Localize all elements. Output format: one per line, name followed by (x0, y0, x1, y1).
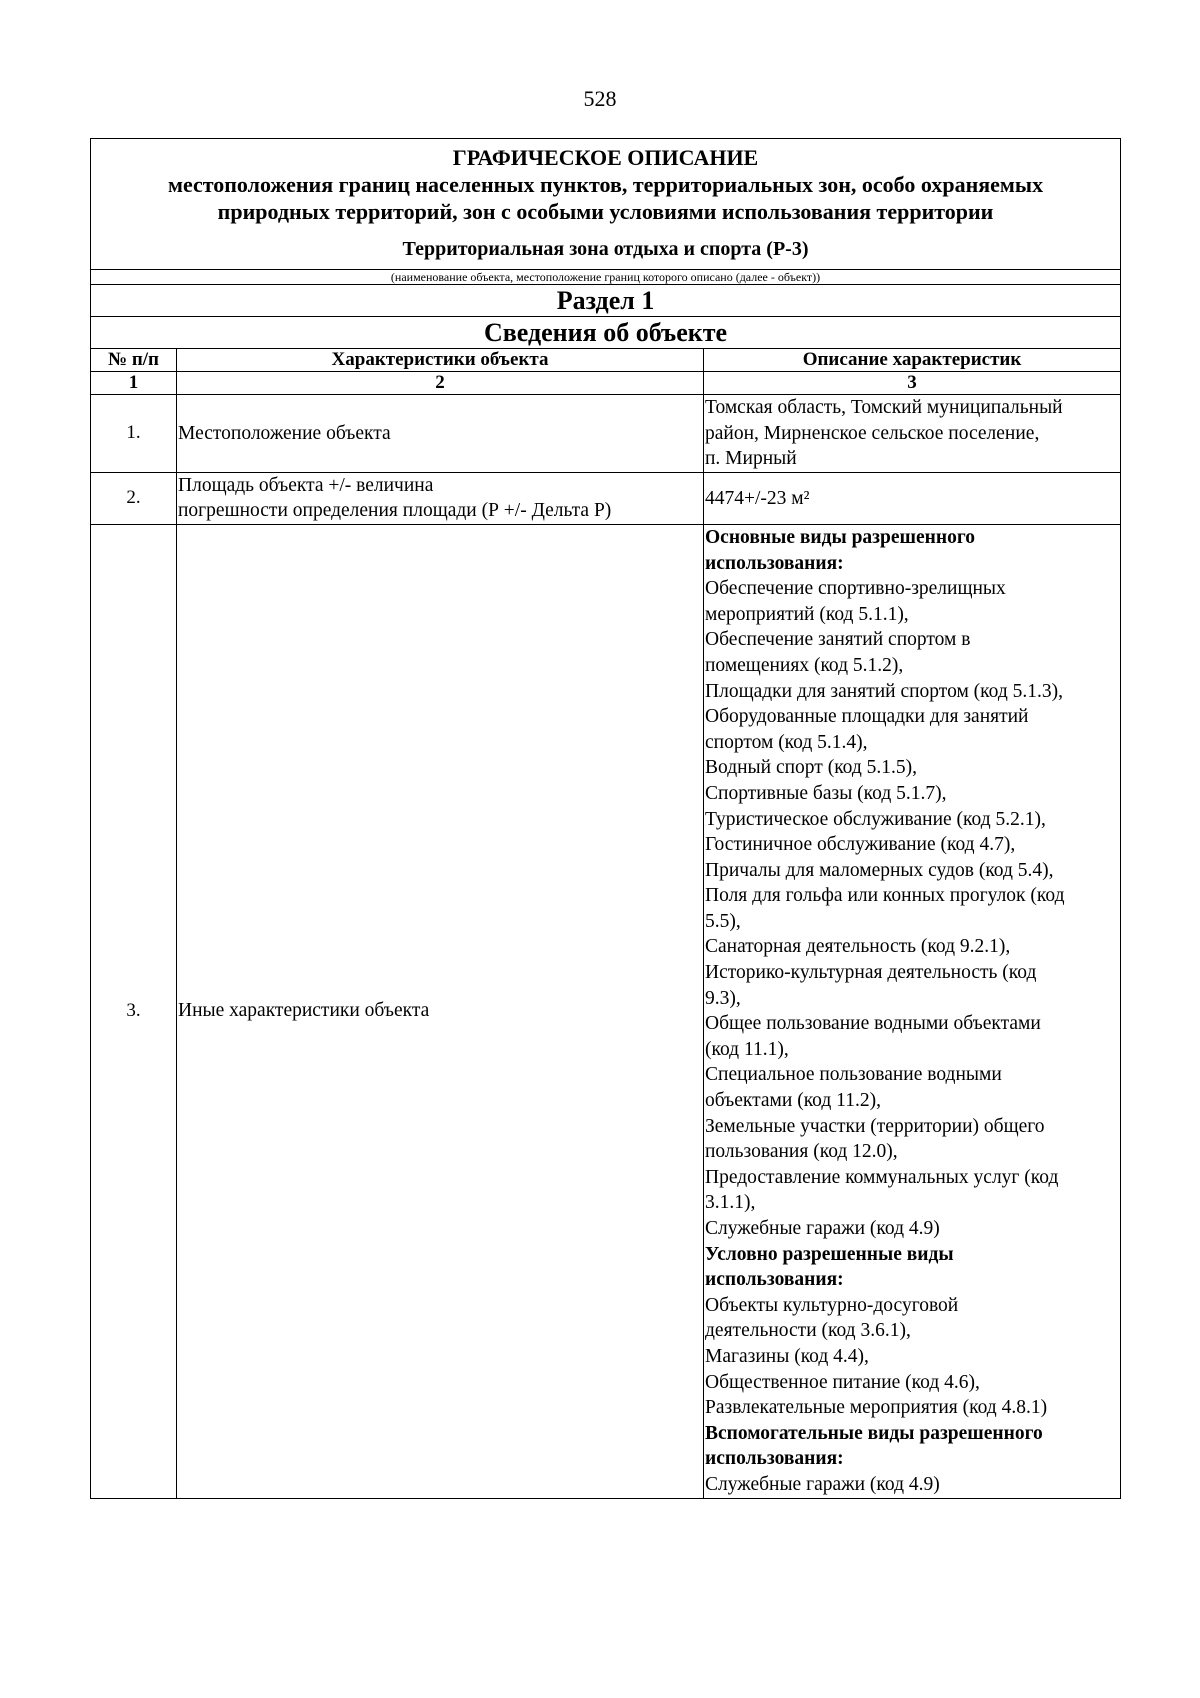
permitted-use-item: Служебные гаражи (код 4.9) (705, 1218, 940, 1239)
use-group-heading: Основные виды разрешенного (705, 526, 975, 548)
characteristic-line: Площадь объекта +/- величина (178, 474, 434, 496)
section-label-row (91, 285, 1121, 317)
permitted-use-item: деятельности (код 3.6.1), (705, 1320, 911, 1342)
zone-name: Территориальная зона отдыха и спорта (Р-3) (402, 238, 809, 260)
row-characteristic (177, 472, 704, 524)
use-group-heading: Вспомогательные виды разрешенного (705, 1422, 1043, 1444)
column-header-row (91, 349, 1121, 372)
column-number-1: 1 (91, 372, 177, 395)
permitted-use-item: Гостиничное обслуживание (код 4.7), (705, 834, 1016, 856)
table-row (91, 395, 1121, 473)
column-header-description: Описание характеристик (704, 349, 1121, 372)
document-subtitle-line-1: местоположения границ населенных пунктов, территориальных зон, особо охраняемых (167, 172, 1044, 197)
object-info-table (90, 138, 1121, 1499)
permitted-use-item: Площадки для занятий спортом (код 5.1.3), (705, 680, 1063, 702)
column-number-row (91, 372, 1121, 395)
permitted-use-item: Обеспечение занятий спортом в (705, 629, 971, 651)
description-line: Томская область, Томский муниципальный (705, 397, 1063, 418)
row-description (704, 472, 1121, 524)
permitted-use-item: спортом (код 5.1.4), (705, 731, 868, 753)
column-number-3: 3 (704, 372, 1121, 395)
row-number: 3. (91, 524, 177, 1498)
permitted-use-item: Причалы для маломерных судов (код 5.4), (705, 859, 1054, 881)
permitted-use-item: 5.5), (705, 910, 741, 932)
document-title: ГРАФИЧЕСКОЕ ОПИСАНИЕ (452, 145, 759, 170)
permitted-use-item: помещениях (код 5.1.2), (705, 654, 904, 676)
permitted-use-item: Историко-культурная деятельность (код (705, 962, 1037, 984)
permitted-use-item: Предоставление коммунальных услуг (код (705, 1166, 1059, 1188)
use-group-heading: использования: (705, 552, 844, 574)
use-group-heading: использования: (705, 1448, 844, 1470)
row-number: 2. (91, 472, 177, 524)
permitted-use-item: Оборудованные площадки для занятий (705, 706, 1029, 728)
row-description (704, 395, 1121, 473)
table-row (91, 472, 1121, 524)
column-header-characteristic: Характеристики объекта (177, 349, 704, 372)
permitted-use-item: Развлекательные мероприятия (код 4.8.1) (705, 1397, 1048, 1419)
permitted-use-item: Специальное пользование водными (705, 1064, 1002, 1086)
permitted-use-item: Спортивные базы (код 5.1.7), (705, 782, 947, 804)
permitted-use-item: Общественное питание (код 4.6), (705, 1371, 980, 1393)
permitted-use-item: Объекты культурно-досуговой (705, 1294, 959, 1316)
use-group-heading: Условно разрешенные виды (705, 1243, 954, 1265)
permitted-use-item: Водный спорт (код 5.1.5), (705, 757, 918, 779)
description-line: район, Мирненское сельское поселение, (705, 422, 1040, 444)
permitted-use-item: пользования (код 12.0), (705, 1141, 898, 1163)
row-characteristic (177, 395, 704, 473)
characteristic-line: Иные характеристики объекта (178, 1000, 430, 1022)
row-number: 1. (91, 395, 177, 473)
header-row (91, 139, 1121, 270)
area-value: 4474+/-23 м² (705, 487, 810, 509)
permitted-use-item: Туристическое обслуживание (код 5.2.1), (705, 808, 1046, 830)
caption-row (91, 270, 1121, 285)
table-row (91, 524, 1121, 1498)
characteristic-line: погрешности определения площади (Р +/- Дельта Р) (178, 500, 612, 522)
object-caption: (наименование объекта, местоположение границ которого описано (далее - объект)) (91, 270, 1121, 285)
permitted-use-item: Поля для гольфа или конных прогулок (код (705, 885, 1065, 907)
use-group-heading: использования: (705, 1269, 844, 1291)
column-number-2: 2 (177, 372, 704, 395)
characteristic-line: Местоположение объекта (178, 422, 391, 444)
permitted-use-item: Магазины (код 4.4), (705, 1345, 869, 1367)
permitted-use-item: объектами (код 11.2), (705, 1090, 881, 1112)
page-number: 528 (583, 86, 617, 111)
permitted-uses-list (704, 524, 1121, 1498)
row-characteristic (177, 524, 704, 1498)
column-header-number: № п/п (91, 349, 177, 372)
permitted-use-item: мероприятий (код 5.1.1), (705, 603, 909, 625)
section-title-row (91, 317, 1121, 349)
section-title: Сведения об объекте (91, 317, 1121, 349)
permitted-use-item: Общее пользование водными объектами (705, 1013, 1041, 1035)
permitted-use-item: Служебные гаражи (код 4.9) (705, 1473, 940, 1495)
permitted-use-item: (код 11.1), (705, 1038, 789, 1060)
permitted-use-item: 9.3), (705, 987, 741, 1009)
section-label: Раздел 1 (91, 285, 1121, 317)
permitted-use-item: Земельные участки (территории) общего (705, 1115, 1045, 1137)
document-subtitle-line-2: природных территорий, зон с особыми условиями использования территории (217, 199, 994, 224)
permitted-use-item: 3.1.1), (705, 1192, 756, 1214)
description-line: п. Мирный (705, 448, 797, 470)
permitted-use-item: Санаторная деятельность (код 9.2.1), (705, 936, 1011, 958)
permitted-use-item: Обеспечение спортивно-зрелищных (705, 578, 1006, 600)
document-header (91, 139, 1121, 270)
